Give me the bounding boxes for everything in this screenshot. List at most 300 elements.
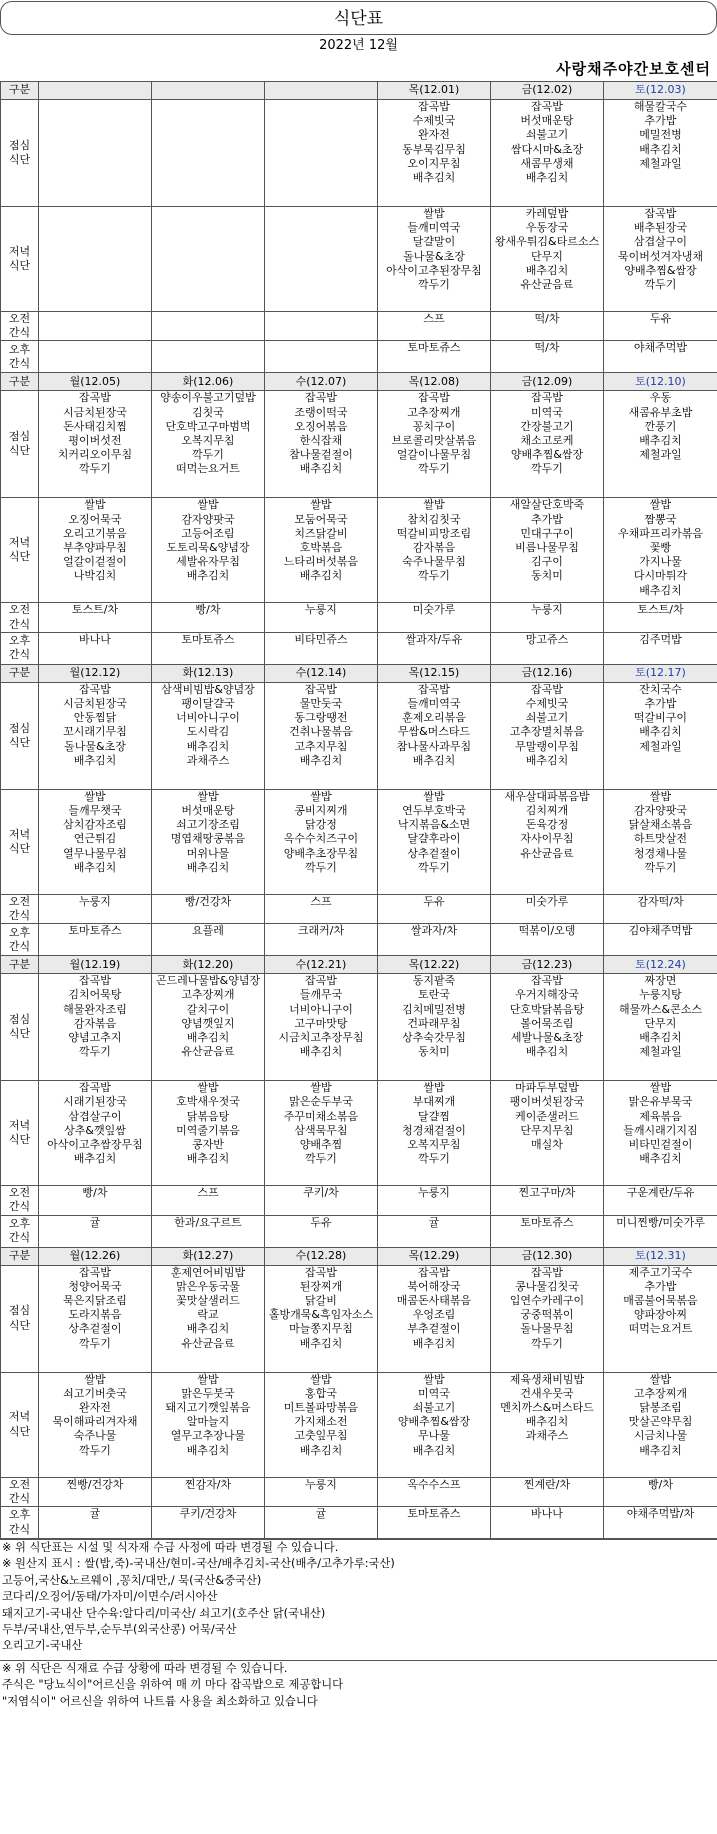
menu-item: 머위나물 [152,847,264,861]
pm-snack-cell: 토마토쥬스 [152,632,265,664]
menu-item: 김치찌개 [491,804,603,818]
note-line: 주식은 "당뇨식이"어르신을 위하여 매 끼 마다 잡곡밥으로 제공합니다 [2,1677,717,1693]
menu-item: 곤드레나물밥&양념장 [152,974,264,988]
dinner-menu-cell [152,207,265,312]
menu-item: 떠먹는요거트 [604,1322,717,1336]
menu-item: 쇠고기버춧국 [39,1387,151,1401]
menu-item: 부추양파무침 [39,541,151,555]
menu-item: 얼갈이겉절이 [39,555,151,569]
menu-item: 잡곡밥 [39,391,151,405]
menu-item: 쌀밥 [265,498,377,512]
menu-item: 아삭이고추된장무침 [378,264,490,278]
dinner-menu-cell [604,498,717,603]
note-line: 두부/국내산,연두부,순두부(외국산콩) 어묵/국산 [2,1622,717,1638]
lunch-menu-cell [265,974,378,1081]
week-header-row [1,82,717,100]
day-header [39,82,152,100]
menu-item: 배추김치 [491,1415,603,1429]
pm-snack-cell: 떡볶이/오뎅 [491,924,604,956]
menu-item: 너비아니구이 [152,711,264,725]
menu-item: 조랭이떡국 [265,406,377,420]
row-label-line: 간식 [1,1231,38,1245]
row-label-line: 간식 [1,1492,38,1506]
menu-item: 잡곡밥 [39,974,151,988]
menu-item: 삼겹살구이 [604,235,717,249]
am-snack-cell: 누룽지 [378,1186,491,1215]
menu-item: 도라지볶음 [39,1308,151,1322]
am-snack-cell [39,312,152,341]
menu-item: 시금치나물 [604,1429,717,1443]
dinner-label [1,207,39,312]
pm-snack-cell: 토마토쥬스 [39,924,152,956]
row-label-line: 오전 [1,1478,38,1492]
menu-item: 양념고추지 [39,1031,151,1045]
menu-item: 청경채겉절이 [378,1124,490,1138]
pm-snack-cell [265,341,378,373]
menu-item: 김치어묵탕 [39,988,151,1002]
menu-item: 청경채나물 [604,847,717,861]
am-snack-cell: 빵/차 [604,1477,717,1506]
note-line: ※ 위 식단표는 시설 및 식자재 수급 사정에 따라 변경될 수 있습니다. [2,1540,717,1556]
am-snack-cell: 스프 [152,1186,265,1215]
row-label-line: 식단 [1,736,38,750]
menu-table [0,81,717,1539]
row-label-line: 식단 [1,259,38,273]
menu-item: 연근튀김 [39,832,151,846]
menu-item: 쇠불고기 [378,1401,490,1415]
menu-item: 오징어볶음 [265,420,377,434]
menu-item: 느타리버섯볶음 [265,555,377,569]
category-label: 구분 [1,1247,39,1265]
menu-item: 제철과일 [604,448,717,462]
menu-item: 배추김치 [265,754,377,768]
dinner-menu-cell [604,789,717,894]
week-header-row [1,373,717,391]
menu-item: 숙주나물 [39,1429,151,1443]
am-snack-cell: 토스트/차 [39,603,152,632]
row-label-line: 오후 [1,343,38,357]
row-label-line: 오전 [1,312,38,326]
menu-item: 케이준샐러드 [491,1110,603,1124]
row-label-line: 저녁 [1,828,38,842]
note-line: 오리고기-국내산 [2,1638,717,1654]
menu-item: 알마늘지 [152,1415,264,1429]
menu-item: 상추숙갓무침 [378,1031,490,1045]
menu-item: 고추장찌개 [152,988,264,1002]
pm-snack-label [1,1215,39,1247]
menu-item: 배추김치 [604,584,717,598]
menu-item: 콩비지찌개 [265,804,377,818]
origin-notes [0,1539,717,1655]
menu-sheet [0,1,717,1710]
menu-item: 옥수수치즈구이 [265,832,377,846]
lunch-menu-cell [378,1265,491,1372]
day-header: 목(12.22) [378,956,491,974]
row-label-line: 오후 [1,1217,38,1231]
dinner-menu-cell [491,498,604,603]
dinner-menu-cell [265,1372,378,1477]
dinner-label [1,1081,39,1186]
menu-item: 수제빗국 [491,697,603,711]
menu-item: 상추&깻잎쌈 [39,1124,151,1138]
menu-item: 고춧잎무침 [265,1429,377,1443]
pm-snack-label [1,632,39,664]
day-header: 월(12.26) [39,1247,152,1265]
menu-item: 배추김치 [39,754,151,768]
row-label-line: 식단 [1,1319,38,1333]
menu-item: 버섯매운탕 [491,114,603,128]
menu-item: 제주고기국수 [604,1266,717,1280]
dinner-row [1,207,717,312]
menu-item: 고추장멸치볶음 [491,725,603,739]
menu-item: 쌀밥 [604,790,717,804]
menu-item: 연두부호박국 [378,804,490,818]
menu-item: 얼갈이나물무침 [378,448,490,462]
menu-item: 부대찌개 [378,1095,490,1109]
pm-snack-cell: 쌀과자/두유 [378,632,491,664]
menu-item: 고등어조림 [152,527,264,541]
menu-item: 제육생채비빔밥 [491,1373,603,1387]
pm-snack-cell: 쌀과자/차 [378,924,491,956]
dinner-menu-cell [39,207,152,312]
dinner-menu-cell [39,789,152,894]
menu-item: 해물까스&콘소스 [604,1003,717,1017]
menu-item: 잡곡밥 [265,391,377,405]
menu-item: 배추김치 [378,1337,490,1351]
menu-item: 양파장아찌 [604,1308,717,1322]
menu-item: 배추김치 [378,754,490,768]
menu-item: 양배추찜&쌈장 [604,264,717,278]
day-header: 토(12.10) [604,373,717,391]
menu-item: 쌀밥 [152,1373,264,1387]
menu-item: 동치미 [378,1045,490,1059]
pm-snack-label [1,924,39,956]
pm-snack-cell: 떡/차 [491,341,604,373]
menu-item: 깍두기 [604,278,717,292]
menu-item: 배추김치 [265,1444,377,1458]
category-label: 구분 [1,956,39,974]
menu-item: 닭볶음탕 [152,1110,264,1124]
menu-item: 쌀밥 [378,207,490,221]
pm-snack-cell: 김주먹밥 [604,632,717,664]
menu-item: 단호박고구마범벅 [152,420,264,434]
am-snack-cell: 두유 [378,894,491,923]
pm-snack-cell: 토마토쥬스 [378,1507,491,1539]
am-snack-cell: 찐고구마/차 [491,1186,604,1215]
lunch-menu-cell [604,682,717,789]
lunch-menu-cell [152,100,265,207]
menu-item: 참치김칫국 [378,513,490,527]
menu-item: 쌀밥 [604,498,717,512]
row-label-line: 점심 [1,722,38,736]
lunch-menu-cell [39,682,152,789]
menu-item: 깍두기 [265,1152,377,1166]
lunch-menu-cell [265,1265,378,1372]
menu-item: 시래기된장국 [39,1095,151,1109]
day-header: 금(12.09) [491,373,604,391]
menu-item: 민대구구이 [491,527,603,541]
menu-item: 달걀찜 [378,1110,490,1124]
pm-snack-cell: 귤 [378,1215,491,1247]
menu-item: 배추된장국 [604,221,717,235]
dinner-row [1,789,717,894]
lunch-row [1,391,717,498]
menu-item: 시금치된장국 [39,406,151,420]
menu-item: 볼어묵조림 [491,1017,603,1031]
menu-item: 무쌈&머스타드 [378,725,490,739]
lunch-label [1,974,39,1081]
menu-item: 매콤불어묵볶음 [604,1294,717,1308]
menu-item: 다시마튀각 [604,569,717,583]
am-snack-cell: 빵/건강차 [152,894,265,923]
menu-item: 건파래무침 [378,1017,490,1031]
row-label-line: 간식 [1,1523,38,1537]
lunch-menu-cell [604,391,717,498]
menu-item: 쌀밥 [604,1081,717,1095]
menu-item: 묵이버섯겨자냉채 [604,250,717,264]
row-label-line: 저녁 [1,1119,38,1133]
menu-item: 배추김치 [152,740,264,754]
menu-item: 낙지볶음&소면 [378,818,490,832]
am-snack-row [1,312,717,341]
menu-item: 쌀밥 [152,1081,264,1095]
menu-item: 멘치까스&머스타드 [491,1401,603,1415]
page-title: 식단표 [0,1,717,35]
menu-item: 배추김치 [152,569,264,583]
menu-item: 물만둣국 [265,697,377,711]
menu-item: 참나물사과무침 [378,740,490,754]
dinner-menu-cell [604,1372,717,1477]
lunch-menu-cell [152,391,265,498]
menu-item: 감자볶음 [378,541,490,555]
menu-item: 깍두기 [39,1337,151,1351]
dinner-menu-cell [39,1081,152,1186]
menu-item: 자사이무침 [491,832,603,846]
menu-item: 닭강정 [265,818,377,832]
row-label-line: 점심 [1,1304,38,1318]
menu-item: 제철과일 [604,157,717,171]
menu-item: 과채주스 [152,754,264,768]
menu-item: 가지나물 [604,555,717,569]
menu-item: 제철과일 [604,740,717,754]
note-line: "저염식이" 어르신을 위하여 나트륨 사용을 최소화하고 있습니다 [2,1694,717,1710]
menu-item: 쌀밥 [39,790,151,804]
row-label-line: 오후 [1,926,38,940]
menu-item: 입연수카레구이 [491,1294,603,1308]
am-snack-cell: 빵/차 [152,603,265,632]
pm-snack-cell: 크래커/차 [265,924,378,956]
lunch-label [1,391,39,498]
day-header [265,82,378,100]
pm-snack-row [1,1215,717,1247]
menu-item: 잡곡밥 [378,100,490,114]
day-header: 목(12.15) [378,664,491,682]
menu-item: 미트볼파망볶음 [265,1401,377,1415]
menu-item: 우거지해장국 [491,988,603,1002]
row-label-line: 간식 [1,909,38,923]
am-snack-cell [265,312,378,341]
pm-snack-label [1,1507,39,1539]
row-label-line: 오후 [1,634,38,648]
menu-item: 떡갈비피망조림 [378,527,490,541]
menu-item: 배추김치 [378,1444,490,1458]
menu-item: 모둠어묵국 [265,513,377,527]
lunch-menu-cell [378,974,491,1081]
menu-item: 우엉조림 [378,1308,490,1322]
menu-item: 고추장찌개 [604,1387,717,1401]
am-snack-row [1,1477,717,1506]
menu-item: 깍두기 [378,861,490,875]
am-snack-row [1,894,717,923]
menu-item: 훈제연어비빔밥 [152,1266,264,1280]
lunch-menu-cell [604,974,717,1081]
menu-item: 들깨미역국 [378,221,490,235]
organization-name: 사랑채주야간보호센터 [0,57,717,81]
am-snack-cell: 미숫가루 [378,603,491,632]
menu-item: 메밀전병 [604,128,717,142]
lunch-menu-cell [378,100,491,207]
menu-item: 유산균음료 [152,1337,264,1351]
row-label-line: 식단 [1,550,38,564]
menu-item: 삼겹살구이 [39,1110,151,1124]
menu-item: 깍두기 [491,1337,603,1351]
am-snack-label [1,894,39,923]
lunch-menu-cell [265,682,378,789]
menu-item: 감자볶음 [39,1017,151,1031]
am-snack-cell [152,312,265,341]
menu-item: 잡곡밥 [39,1266,151,1280]
pm-snack-cell: 쿠키/건강차 [152,1507,265,1539]
menu-item: 쇠고기장조림 [152,818,264,832]
menu-item: 참나물겉절이 [265,448,377,462]
menu-item: 동그랑땡전 [265,711,377,725]
menu-item: 너비아니구이 [265,1003,377,1017]
am-snack-cell: 옥수수스프 [378,1477,491,1506]
lunch-menu-cell [39,1265,152,1372]
menu-item: 단무지 [491,250,603,264]
note-line: ※ 위 식단은 식재료 수급 상황에 따라 변경될 수 있습니다. [2,1661,717,1677]
menu-item: 쌀밥 [604,1373,717,1387]
dinner-menu-cell [152,1081,265,1186]
am-snack-row [1,1186,717,1215]
am-snack-cell: 찐계란/차 [491,1477,604,1506]
day-header: 화(12.27) [152,1247,265,1265]
menu-item: 맑은순두부국 [265,1095,377,1109]
menu-item: 쌀밥 [378,1373,490,1387]
menu-item: 쌈다시마&초장 [491,143,603,157]
day-header: 토(12.03) [604,82,717,100]
am-snack-label [1,603,39,632]
menu-item: 치커리오이무침 [39,448,151,462]
week-header-row [1,1247,717,1265]
menu-item: 꽃맛살샐러드 [152,1294,264,1308]
menu-item: 잡곡밥 [491,1266,603,1280]
menu-item: 배추김치 [152,1031,264,1045]
dinner-row [1,1081,717,1186]
day-header: 화(12.13) [152,664,265,682]
menu-item: 오이지무침 [378,157,490,171]
am-snack-cell: 누룽지 [265,1477,378,1506]
menu-item: 깍두기 [378,569,490,583]
menu-item: 삼색묵무침 [265,1124,377,1138]
lunch-row [1,682,717,789]
menu-item: 비름나물무침 [491,541,603,555]
lunch-menu-cell [604,100,717,207]
menu-item: 미역줄기볶음 [152,1124,264,1138]
menu-item: 꼬시래기무침 [39,725,151,739]
row-label-line: 오후 [1,1508,38,1522]
menu-item: 궁중떡볶이 [491,1308,603,1322]
menu-item: 배추김치 [152,1152,264,1166]
row-label-line: 간식 [1,1200,38,1214]
menu-item: 열무고추장나물 [152,1429,264,1443]
dinner-label [1,1372,39,1477]
row-label-line: 식단 [1,1133,38,1147]
menu-item: 들깨무챗국 [39,804,151,818]
lunch-menu-cell [491,974,604,1081]
lunch-menu-cell [491,391,604,498]
pm-snack-cell [152,341,265,373]
menu-item: 깍두기 [378,462,490,476]
row-label-line: 오전 [1,1186,38,1200]
am-snack-label [1,1186,39,1215]
note-line: 코다리/오징어/동태/가자미/이면수/러시아산 [2,1589,717,1605]
menu-item: 숙주나물무침 [378,555,490,569]
menu-item: 배추김치 [604,434,717,448]
menu-item: 깍두기 [604,861,717,875]
menu-item: 아삭이고추쌈장무침 [39,1138,151,1152]
dinner-menu-cell [378,789,491,894]
lunch-menu-cell [378,682,491,789]
lunch-menu-cell [39,974,152,1081]
menu-item: 명엽채땅콩볶음 [152,832,264,846]
dinner-menu-cell [39,498,152,603]
pm-snack-cell: 미니찐빵/미숫가루 [604,1215,717,1247]
menu-item: 우채파프리카볶음 [604,527,717,541]
menu-item: 맑은우동국물 [152,1280,264,1294]
menu-item: 해물완자조림 [39,1003,151,1017]
dinner-menu-cell [265,1081,378,1186]
menu-item: 닭갈비 [265,1294,377,1308]
am-snack-cell: 떡/차 [491,312,604,341]
am-snack-cell: 누룽지 [39,894,152,923]
lunch-label [1,682,39,789]
lunch-label [1,100,39,207]
pm-snack-cell: 요플레 [152,924,265,956]
menu-item: 쌀밥 [378,790,490,804]
dinner-menu-cell [491,1081,604,1186]
row-label-line: 간식 [1,940,38,954]
menu-item: 매실차 [491,1138,603,1152]
menu-item: 동치미 [491,569,603,583]
menu-item: 배추김치 [152,861,264,875]
month-label: 2022년 12월 [0,35,717,57]
pm-snack-cell: 귤 [39,1507,152,1539]
menu-item: 떠먹는요거트 [152,462,264,476]
category-label: 구분 [1,664,39,682]
day-header: 토(12.17) [604,664,717,682]
menu-item: 들깨시래기지짐 [604,1124,717,1138]
lunch-row [1,1265,717,1372]
menu-item: 배추김치 [604,1152,717,1166]
menu-item: 브로콜리맛살볶음 [378,434,490,448]
day-header: 금(12.23) [491,956,604,974]
lunch-menu-cell [491,1265,604,1372]
menu-item: 우동 [604,391,717,405]
menu-item: 닭살채소볶음 [604,818,717,832]
am-snack-cell: 토스트/차 [604,603,717,632]
menu-item: 호박새우젓국 [152,1095,264,1109]
